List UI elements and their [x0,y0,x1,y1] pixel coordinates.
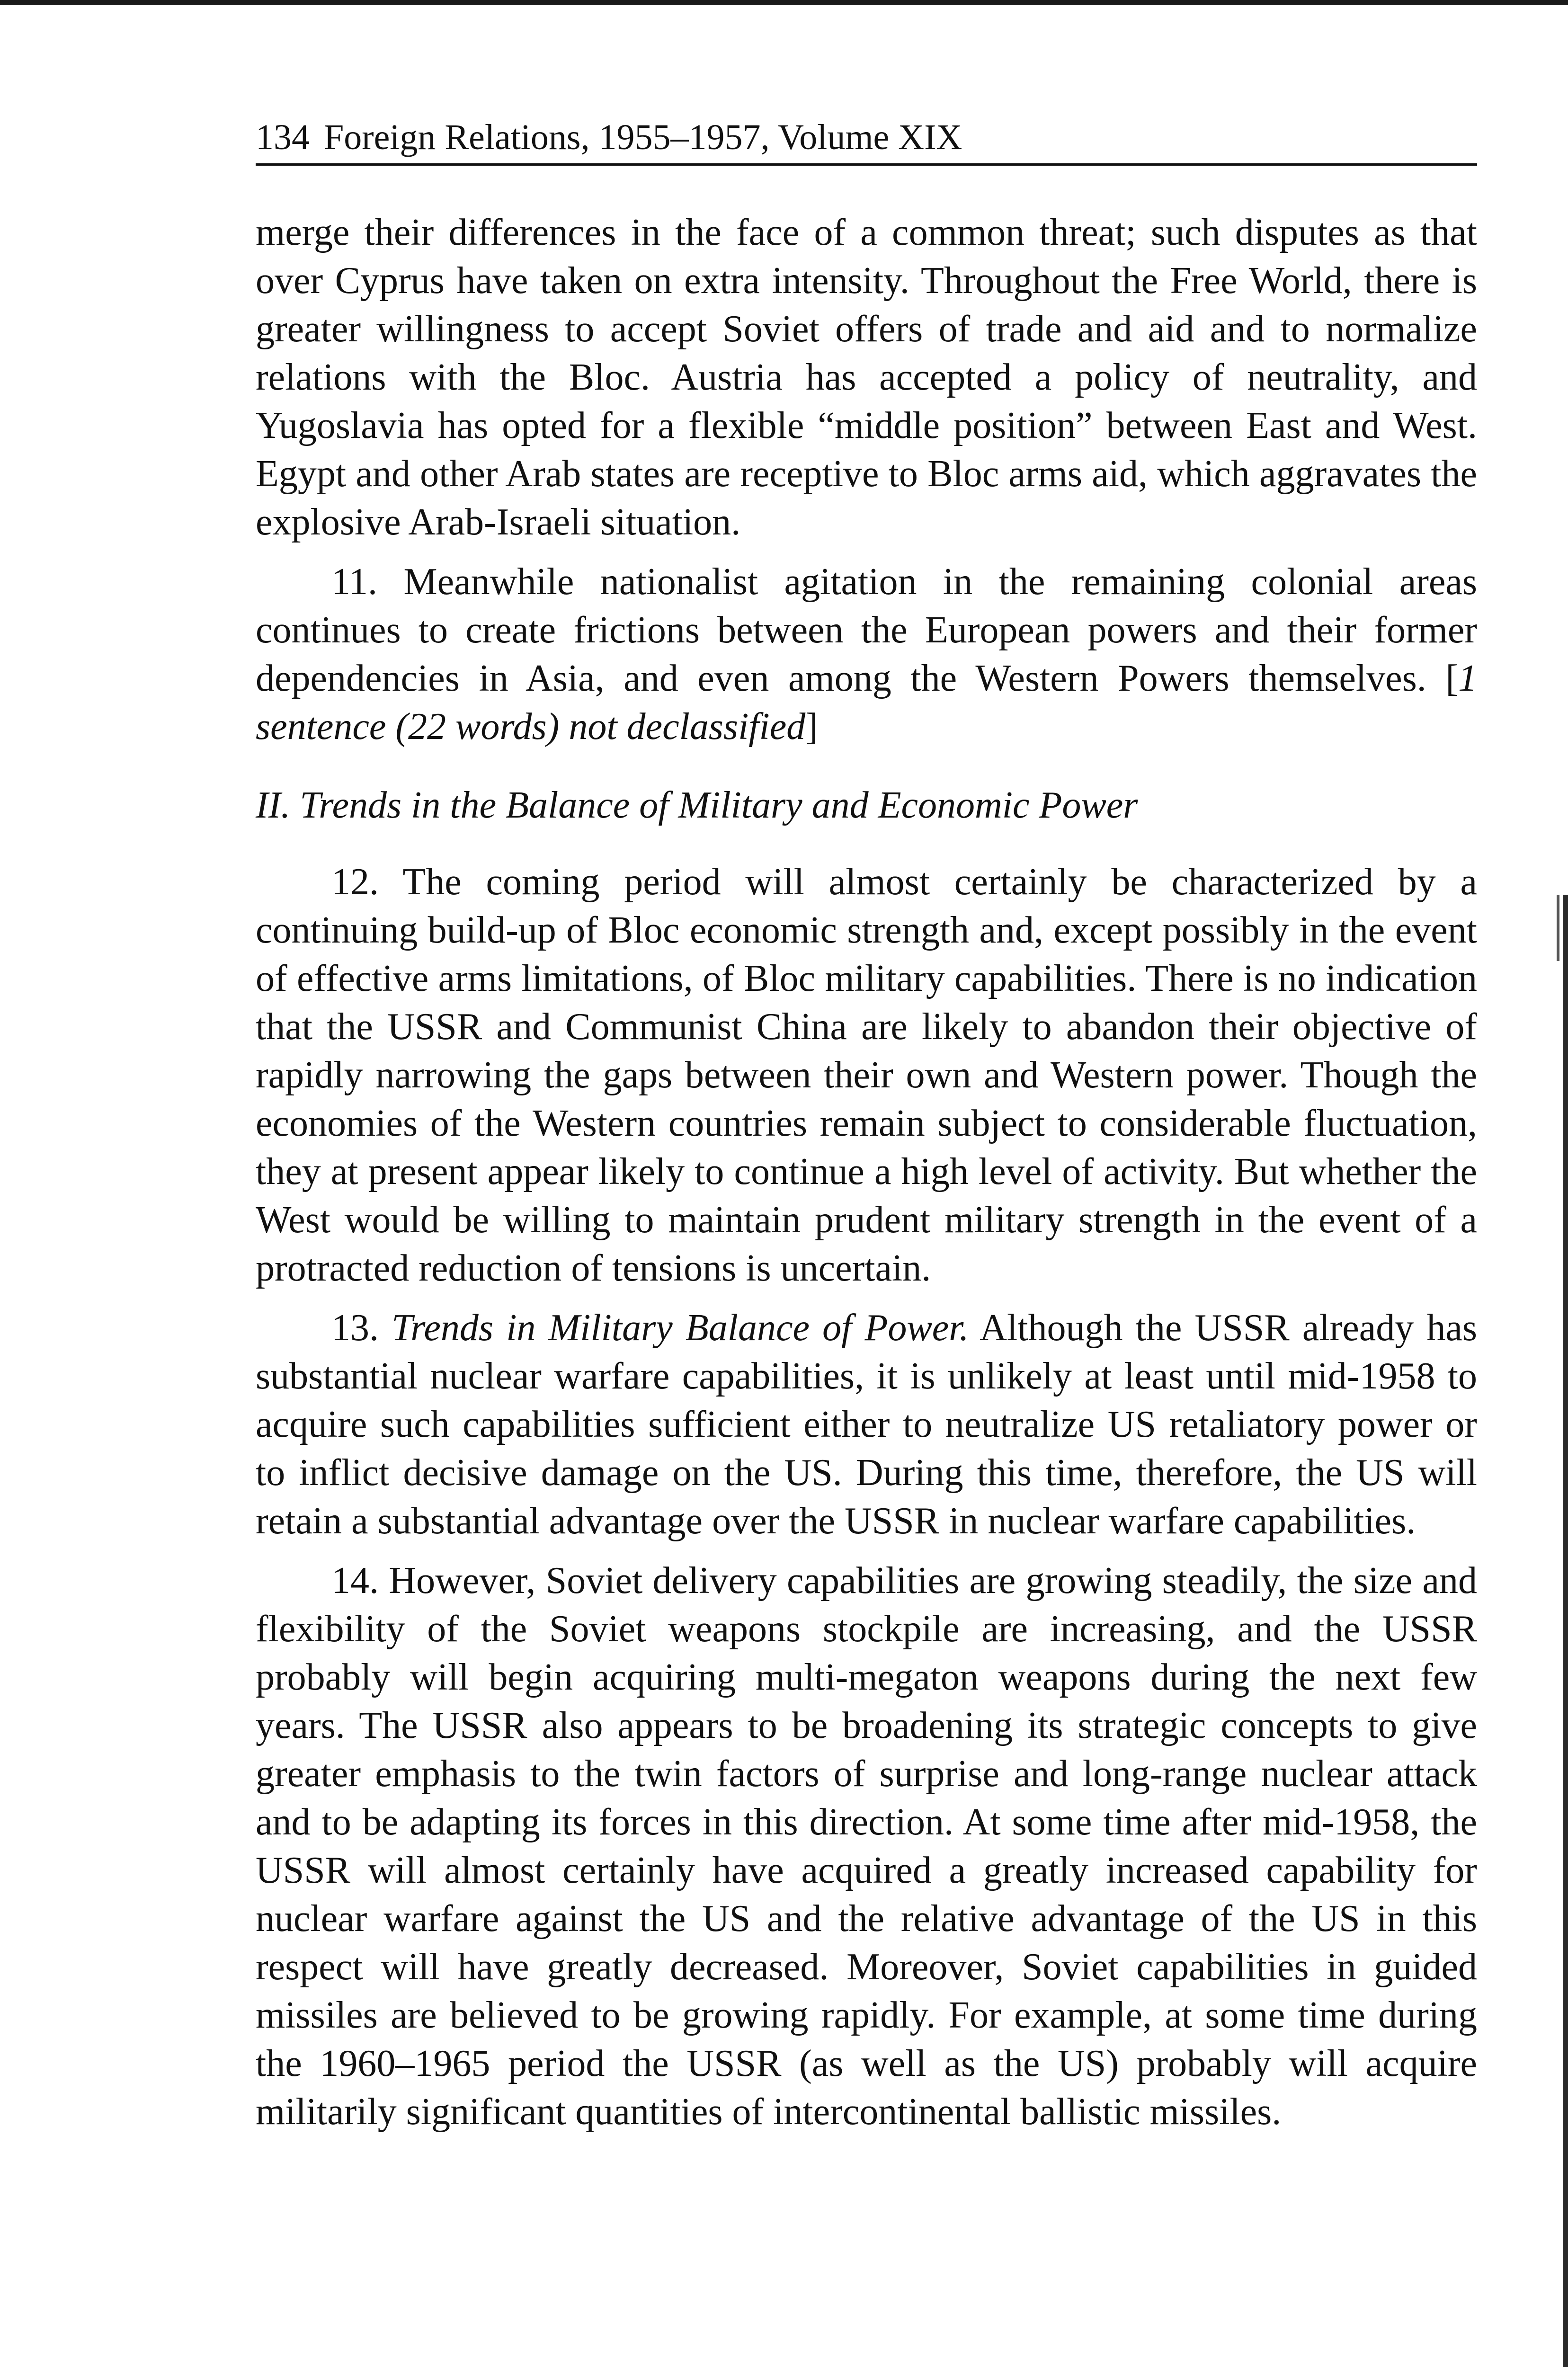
paragraph-11 [256,558,1477,751]
paragraph-13-text: Although the USSR already has substantial nuclear warfare capabilities, it is unlikely at least until mid-1958 to acquire such capabilities sufficient either to neutralize US retaliatory power or to inflict decisive damage on the US. During this time, therefore, the US will retain a substantial advantage over the USSR in nuclear warfare capabilities. [256,1307,1477,1542]
page-body [256,208,1477,2147]
page-number: 134 [256,117,310,157]
bracket-open: [ [1445,658,1458,699]
running-head [256,114,1477,166]
paragraph-13-title: Trends in Military Balance of Power. [392,1307,969,1349]
scan-top-edge [0,0,1568,5]
scan-right-edge [1563,895,1568,2367]
paragraph-13-number: 13. [331,1307,392,1349]
paragraph-12: 12. The coming period will almost certainly be characterized by a continuing build-up of Bloc economic strength and, except possibly in the event of effective arms limitations, of Bloc military capabilities. There is no indication that the USSR and Communist China are likely to abandon their objective of rapidly narrowing the gaps between their own and Western power. Though the economies of the Western countries remain subject to considerable fluctuation, they at present appear likely to continue a high level of activity. But whether the West would be willing to maintain prudent military strength in the event of a protracted reduction of tensions is uncertain. [256,861,1477,1289]
continued-paragraph: merge their differences in the face of a common threat; such disputes as that over Cyprus have taken on extra intensity. Throughout the Free World, there is greater willingness to accept Soviet offers of trade and aid and to normalize relations with the Bloc. Austria has accepted a policy of neutrality, and Yugoslavia has opted for a flexible “middle position” between East and West. Egypt and other Arab states are receptive to Bloc arms aid, which aggravates the explosive Arab-Israeli situation. [256,212,1477,543]
paragraph-14: 14. However, Soviet delivery capabilities are growing steadily, the size and flexibility of the Soviet weapons stockpile are increasing, and the USSR probably will begin acquiring multi-megaton weapons during the next few years. The USSR also appears to be broadening its strategic concepts to give greater emphasis to the twin factors of surprise and long-range nuclear attack and to be adapting its forces in this direction. At some time after mid-1958, the USSR will almost certainly have acquired a greatly increased capability for nuclear warfare against the US and the relative advantage of the US in this respect will have greatly decreased. Moreover, Soviet capabilities in guided missiles are believed to be growing rapidly. For example, at some time during the 1960–1965 period the USSR (as well as the US) probably will acquire militarily significant quantities of intercontinental ballistic missiles. [256,1560,1477,2133]
running-title: Foreign Relations, 1955–1957, Volume XIX [324,117,962,157]
bracket-close: ] [805,706,818,747]
scan-right-notch [1557,895,1559,961]
redaction-note: 1 sentence (22 words) not declassified [256,658,1477,747]
paragraph-13 [256,1304,1477,1545]
section-heading: II. Trends in the Balance of Military and Economic Power [256,784,1138,826]
paragraph-11-text: 11. Meanwhile nationalist agitation in the remaining colonial areas continues to create frictions between the European powers and their former dependencies in Asia, and even among the Western Powers themselves. [256,561,1477,699]
